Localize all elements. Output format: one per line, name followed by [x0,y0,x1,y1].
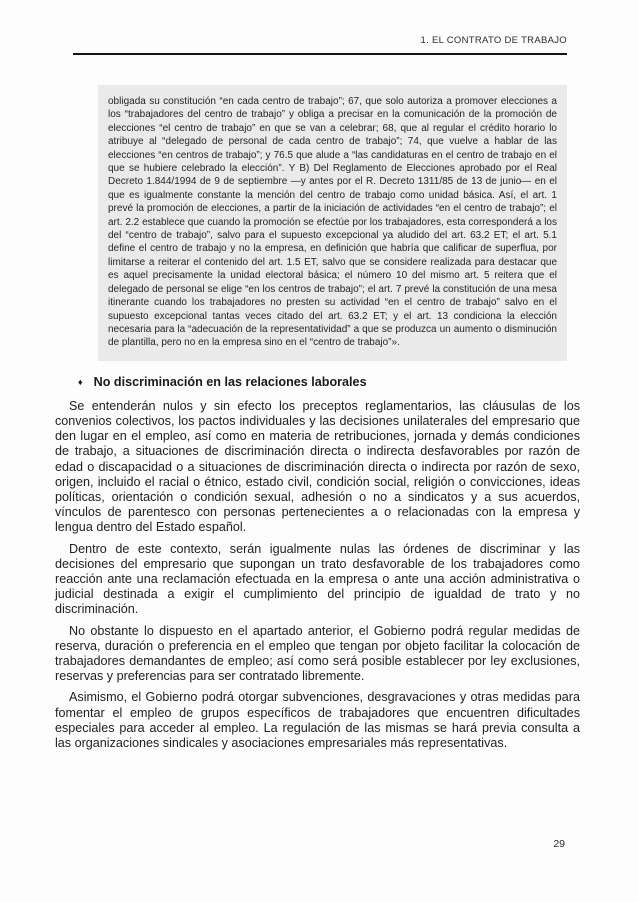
body-paragraph: Asimismo, el Gobierno podrá otorgar subvenciones, desgravaciones y otras medidas para fomentar el empleo de grupos específicos de trabajadores que encuentren dificultades especiales para acceder al empleo. La regulación de las mismas se hará previa consulta a las organizaciones sindicales y asociaciones empresariales más representativas. [55,690,580,750]
section-heading [78,375,567,389]
diamond-bullet-icon: ♦ [78,376,83,387]
page-content [55,85,580,751]
section-heading-label: No discriminación en las relaciones laborales [93,374,367,389]
running-header: 1. EL CONTRATO DE TRABAJO [420,35,567,46]
page-number: 29 [553,838,565,850]
body-paragraph: Se entenderán nulos y sin efecto los preceptos reglamentarios, las cláusulas de los convenios colectivos, los pactos individuales y las decisiones unilaterales del empresario que den lugar en el empleo, así como en materia de retribuciones, jornada y demás condiciones de trabajo, a situaciones de discriminación directa o indirecta desfavorables por razón de edad o discapacidad o a situaciones de discriminación directa o indirecta por razón de sexo, origen, incluido el racial o étnico, estado civil, condición social, religión o convicciones, ideas políticas, orientación o condición sexual, adhesión o no a sindicatos y a sus acuerdos, vínculos de parentesco con personas pertenecientes a o relacionadas con la empresa y lengua dentro del Estado español. [55,398,580,535]
header-rule [73,53,567,55]
body-paragraph: Dentro de este contexto, serán igualmente nulas las órdenes de discriminar y las decisiones del empresario que supongan un trato desfavorable de los trabajadores como reacción ante una reclamación efectuada en la empresa o ante una acción administrativa o judicial destinada a exigir el cumplimiento del principio de igualdad de trato y no discriminación. [55,541,580,617]
body-paragraph: No obstante lo dispuesto en el apartado anterior, el Gobierno podrá regular medidas de reserva, duración o preferencia en el empleo que tengan por objeto facilitar la colocación de trabajadores demandantes de empleo; así como será posible establecer por ley exclusiones, reservas y preferencias para ser contratado libremente. [55,623,580,684]
citation-quote-box: obligada su constitución “en cada centro de trabajo”; 67, que solo autoriza a promover elecciones a los “trabajadores del centro de trabajo” y obliga a precisar en la comunicación de la promoción de elecciones “el centro de trabajo” en que se van a celebrar; 68, que al regular el crédito horario lo atribuye al “delegado de personal de cada centro de trabajo”; 74, que vuelve a hablar de las elecciones “en centros de trabajo”; y 76.5 que alude a “las candidaturas en el centro de trabajo en el que se hubiere celebrado la elección”. Y B) Del Reglamento de Elecciones aprobado por el Real Decreto 1.844/1994 de 9 de septiembre —y antes por el R. Decreto 1311/85 de 13 de junio— en el que es igualmente constante la mención del centro de trabajo como unidad básica. Así, el art. 1 prevé la promoción de elecciones, a partir de la iniciación de actividades “en el centro de trabajo”; el art. 2.2 establece que cuando la promoción se efectúe por los trabajadores, esta corresponderá a los del “centro de trabajo”, salvo para el supuesto excepcional ya aludido del art. 63.2 ET; el art. 5.1 define el centro de trabajo y no la empresa, en definición que habría que calificar de superflua, por limitarse a reiterar el contenido del art. 1.5 ET, salvo que se considere realizada para destacar que es aquel precisamente la unidad electoral básica; el número 10 del mismo art. 5 reitera que el delegado de personal se elige “en los centros de trabajo”; el art. 7 prevé la constitución de una mesa itinerante cuando los trabajadores no presten su actividad “en el centro de trabajo” salvo en el supuesto excepcional tantas veces citado del art. 63.2 ET; y el art. 13 condiciona la elección necesaria para la “adecuación de la representatividad” a que se produzca un aumento o disminución de plantilla, pero no en la empresa sino en el “centro de trabajo”». [98,85,567,361]
